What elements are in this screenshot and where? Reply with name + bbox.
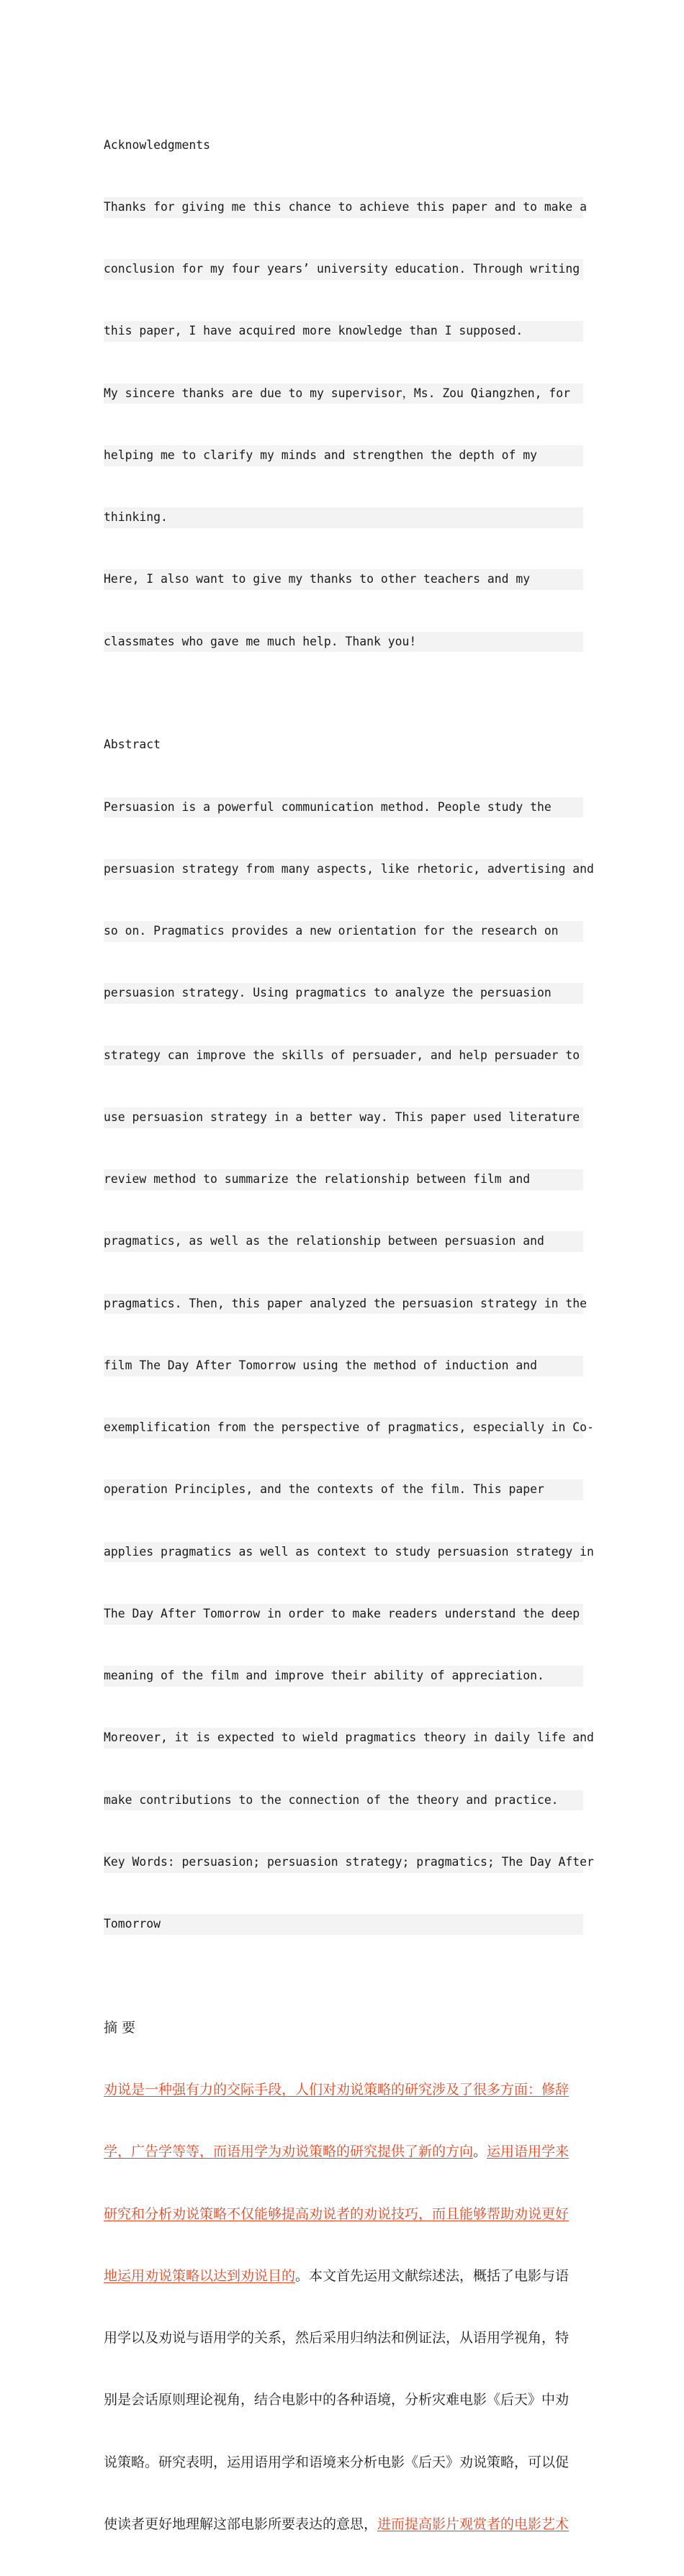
zh-line: 别是会话原则理论视角，结合电影中的各种语境，分析灾难电影《后天》中劝 <box>104 2392 570 2408</box>
abstract-line: film The Day After Tomorrow using the method of induction and <box>104 1356 583 1377</box>
abstract-heading: Abstract <box>104 738 161 752</box>
zh-text: 使读者更好地理解这部电影所要表达的意思， <box>104 2516 378 2532</box>
zh-line <box>104 2080 583 2100</box>
acknowledgments-heading: Acknowledgments <box>104 137 211 152</box>
ack-line: Thanks for giving me this chance to achieve this paper and to make a <box>104 197 583 218</box>
zh-line: 说策略。研究表明，运用语用学和语境来分析电影《后天》劝说策略，可以促 <box>104 2454 570 2470</box>
zh-highlight: 地运用劝说策略以达到劝说目的 <box>104 2267 296 2284</box>
abstract-line: pragmatics. Then, this paper analyzed the persuasion strategy in the <box>104 1294 583 1315</box>
ack-line: My sincere thanks are due to my supervisor，Ms. Zou Qiangzhen, for <box>104 384 583 404</box>
zh-text: 。本文首先运用文献综述法，概括了电影与语 <box>295 2267 570 2284</box>
zh-line <box>104 2266 583 2287</box>
zh-line <box>104 2514 583 2535</box>
abstract-line: so on. Pragmatics provides a new orientation for the research on <box>104 921 583 942</box>
zh-line: 用学以及劝说与语用学的关系，然后采用归纳法和例证法，从语用学视角，特 <box>104 2330 570 2346</box>
zh-highlight: 劝说是一种强有力的交际手段，人们对劝说策略的研究涉及了很多方面：修辞 <box>104 2082 570 2097</box>
abstract-line: applies pragmatics as well as context to study persuasion strategy in <box>104 1542 583 1563</box>
zh-text: 。 <box>473 2144 487 2160</box>
ack-line: conclusion for my four years’ university education. Through writing <box>104 259 583 280</box>
abstract-line: strategy can improve the skills of persuader, and help persuader to <box>104 1046 583 1066</box>
acknowledgments-section <box>104 94 588 694</box>
zh-highlight: 进而提高影片观赏者的电影艺术 <box>377 2516 570 2532</box>
abstract-line: Moreover, it is expected to wield pragmatics theory in daily life and <box>104 1728 583 1749</box>
chinese-abstract-section <box>104 1976 583 2576</box>
ack-line: thinking. <box>104 507 583 528</box>
abstract-line: The Day After Tomorrow in order to make readers understand the deep <box>104 1604 583 1625</box>
abstract-section <box>104 694 594 1977</box>
abstract-line: make contributions to the connection of the theory and practice. <box>104 1790 583 1811</box>
abstract-line: use persuasion strategy in a better way. This paper used literature <box>104 1107 583 1128</box>
abstract-line: persuasion strategy. Using pragmatics to analyze the persuasion <box>104 983 583 1004</box>
ack-line: Here, I also want to give my thanks to other teachers and my <box>104 569 583 590</box>
zh-highlight: 学，广告学等等，而语用学为劝说策略的研究提供了新的方向 <box>104 2144 474 2160</box>
abstract-line: operation Principles, and the contexts of the film. This paper <box>104 1479 583 1500</box>
abstract-line: persuasion strategy from many aspects, like rhetoric, advertising and <box>104 859 583 880</box>
abstract-line: exemplification from the perspective of pragmatics, especially in Co- <box>104 1418 583 1438</box>
ack-line: this paper, I have acquired more knowledge than I supposed. <box>104 321 583 342</box>
ack-line: classmates who gave me much help. Thank you! <box>104 632 583 653</box>
abstract-line: meaning of the film and improve their ability of appreciation. <box>104 1666 583 1687</box>
keywords-line: Key Words: persuasion; persuasion strategy; pragmatics; The Day After <box>104 1852 583 1873</box>
zh-line <box>104 2204 583 2225</box>
abstract-line: Persuasion is a powerful communication method. People study the <box>104 797 583 818</box>
zh-highlight: 研究和分析劝说策略不仅能够提高劝说者的劝说技巧，而且能够帮助劝说更好 <box>104 2205 570 2222</box>
zh-highlight: 运用语用学来 <box>487 2144 570 2160</box>
zh-line <box>104 2141 583 2162</box>
chinese-abstract-heading: 摘 要 <box>104 2019 136 2036</box>
abstract-line: pragmatics, as well as the relationship between persuasion and <box>104 1231 583 1252</box>
ack-line: helping me to clarify my minds and strengthen the depth of my <box>104 445 583 466</box>
keywords-line: Tomorrow <box>104 1914 583 1935</box>
abstract-line: review method to summarize the relationship between film and <box>104 1169 583 1190</box>
document-page <box>104 94 594 2576</box>
